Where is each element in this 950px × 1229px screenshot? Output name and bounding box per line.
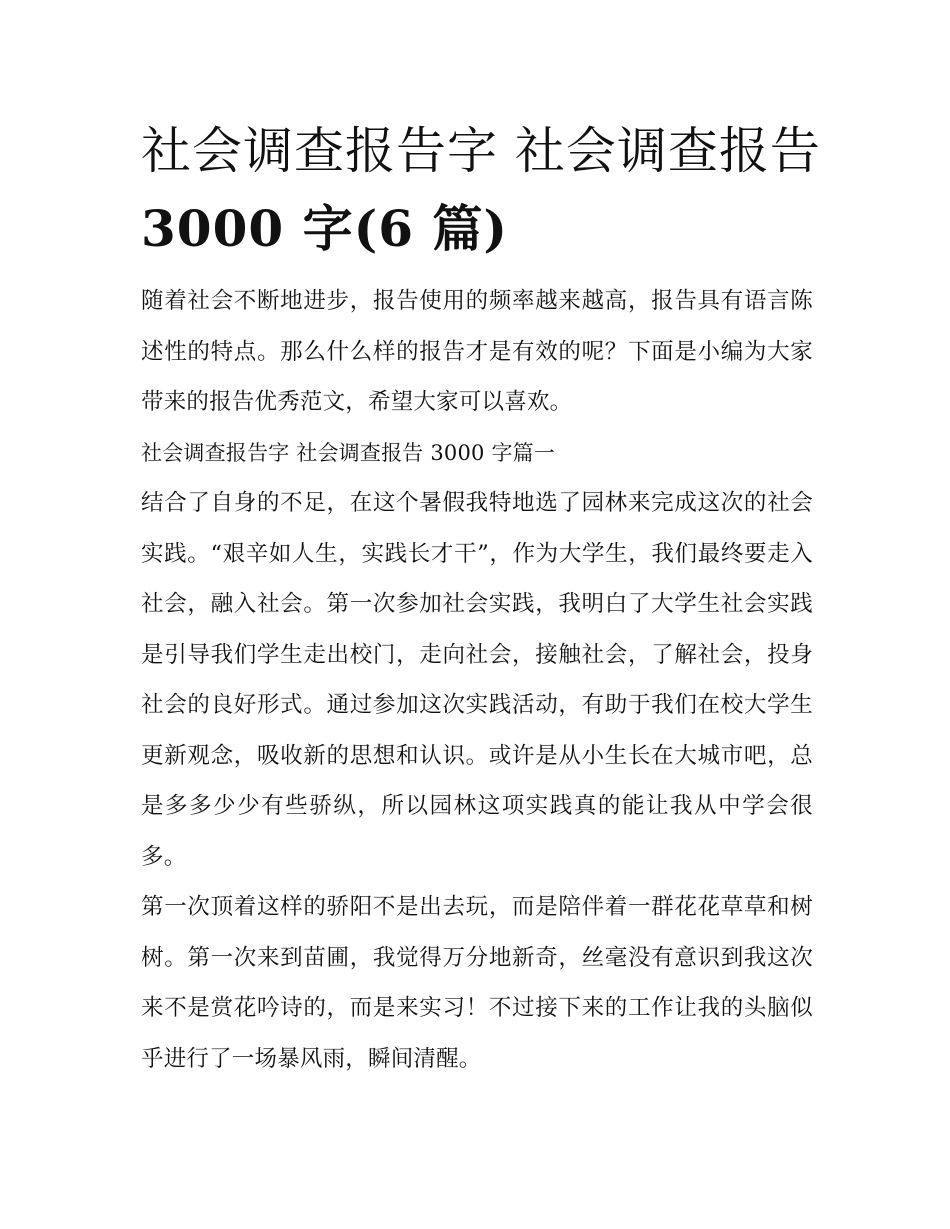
- title-line-2: 3000 字(6 篇): [141, 199, 509, 258]
- title-line-1: 社会调查报告字 社会调查报告: [141, 122, 821, 180]
- body-paragraph: 结合了自身的不足，在这个暑假我特地选了园林来完成这次的社会实践。“艰辛如人生，实践长才干”，作为大学生，我们最终要走入社会，融入社会。第一次参加社会实践，我明白了大学生社会实践是引导我们学生走出校门，走向社会，接触社会，了解社会，投身社会的良好形式。通过参加这次实践活动，有助于我们在校大学生更新观念，吸收新的思想和认识。或许是从小生长在大城市吧，总是多多少少有些骄纵，所以园林这项实践真的能让我从中学会很多。: [141, 490, 813, 870]
- document-title: [141, 112, 821, 268]
- document-body: [141, 276, 813, 1084]
- intro-paragraph: 随着社会不断地进步，报告使用的频率越来越高，报告具有语言陈述性的特点。那么什么样的报告才是有效的呢？下面是小编为大家带来的报告优秀范文，希望大家可以喜欢。: [141, 288, 813, 415]
- section-heading: 社会调查报告字 社会调查报告 3000 字篇一: [141, 440, 556, 465]
- body-paragraph: 第一次顶着这样的骄阳不是出去玩，而是陪伴着一群花花草草和树树。第一次来到苗圃，我觉得万分地新奇，丝毫没有意识到我这次来不是赏花吟诗的，而是来实习！不过接下来的工作让我的头脑似乎进行了一场暴风雨，瞬间清醒。: [141, 894, 813, 1072]
- document-page: [141, 0, 821, 1229]
